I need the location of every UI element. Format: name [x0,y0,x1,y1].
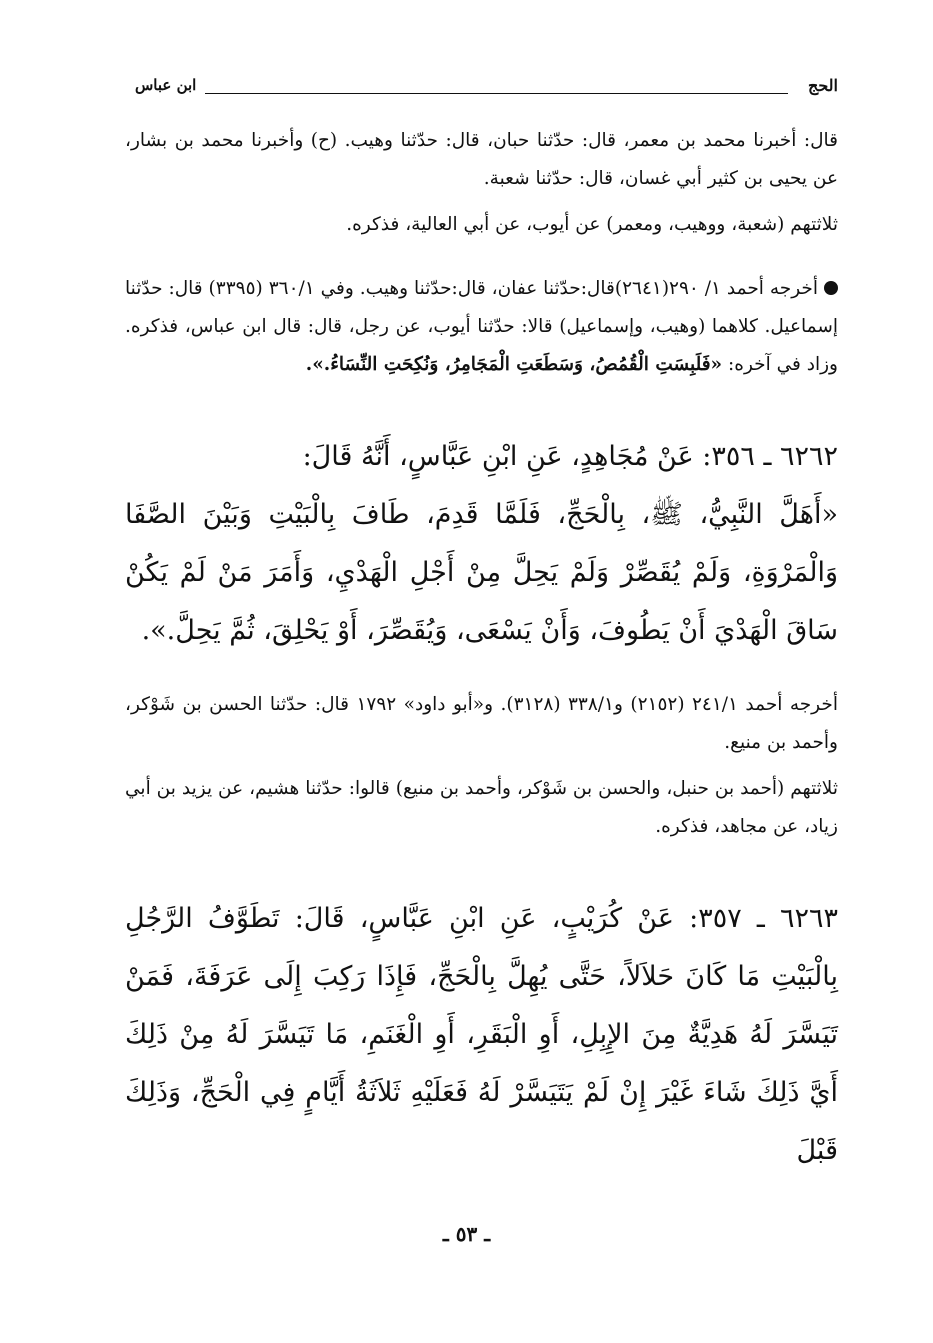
header-chapter: الحج [808,76,838,95]
hadith-heading: ٦٢٦٢ ـ ٣٥٦: عَنْ مُجَاهِدٍ، عَنِ ابْنِ عَبَّاسٍ، أَنَّهُ قَالَ: [302,441,838,472]
bullet-icon [824,281,838,295]
isnad-paragraph: ثلاثتهم (أحمد بن حنبل، والحسن بن شَوْكر، وأحمد بن منيع) قالوا: حدّثنا هشيم، عن يزيد بن أبي زياد، عن مجاهد، فذكره. [125,778,838,837]
header-rule [205,93,788,94]
page-body [125,122,838,1180]
takhrij-paragraph [125,270,838,384]
isnad-paragraph: ثلاثتهم (شعبة، ووهيب، ومعمر) عن أيوب، عن أبي العالية، فذكره. [346,214,838,235]
header-narrator: ابن عباس [135,76,197,94]
hadith-text: ٦٢٦٣ ـ ٣٥٧: عَنْ كُرَيْبٍ، عَنِ ابْنِ عَبَّاسٍ، قَالَ: تَطَوَّفُ الرَّجُلِ بِالْبَيْتِ مَا كَانَ حَلاَلاً، حَتَّى يُهِلَّ بِالْحَجِّ، فَإِذَا رَكِبَ إِلَى عَرَفَةَ، فَمَنْ تَيَسَّرَ لَهُ هَدِيَّةٌ مِنَ الإِبِلِ، أَوِ الْبَقَرِ، أَوِ الْغَنَمِ، مَا تَيَسَّرَ لَهُ مِنْ ذَلِكَ أَيَّ ذَلِكَ شَاءَ غَيْرَ إِنْ لَمْ يَتَيَسَّرْ لَهُ فَعَلَيْهِ ثَلاَثَةُ أَيَّامٍ فِي الْحَجِّ، وَذَلِكَ قَبْلَ [125,903,839,1166]
page-number: ـ ٥٣ ـ [442,1222,491,1246]
takhrij-text: أخرجه أحمد ١/ ٢٩٠(٢٦٤١)قال:حدّثنا عفان، قال:حدّثنا وهيب. وفي ٣٦٠/١ (٣٣٩٥) قال: حدّثنا إسماعيل. كلاهما (وهيب، وإسماعيل) قالا: حدّثنا أيوب، عن رجل، قال: قال ابن عباس، فذكره. وزاد في آخره: [125,278,838,375]
takhrij-paragraph: أخرجه أحمد ٢٤١/١ (٢١٥٢) و٣٣٨/١ (٣١٢٨). و«أبو داود» ١٧٩٢ قال: حدّثنا الحسن بن شَوْكر، وأحمد بن منيع. [125,694,838,753]
hadith-text: «أَهَلَّ النَّبِيُّ، ﷺ، بِالْحَجِّ، فَلَمَّا قَدِمَ، طَافَ بِالْبَيْتِ وَبَيْنَ الصَّفَا وَالْمَرْوَةِ، وَلَمْ يُقَصِّرْ وَلَمْ يَحِلَّ مِنْ أَجْلِ الْهَدْيِ، وَأَمَرَ مَنْ لَمْ يَكُنْ سَاقَ الْهَدْيَ أَنْ يَطُوفَ، وَأَنْ يَسْعَى، وَيُقَصِّرَ، أَوْ يَحْلِقَ، ثُمَّ يَحِلَّ.». [125,499,838,646]
takhrij-addition: «فَلَبِسَتِ الْقُمُصُ، وَسَطَعَتِ الْمَجَامِرُ، وَنُكِحَتِ النِّسَاءُ.». [305,354,723,375]
running-header [135,76,838,102]
isnad-paragraph: قال: أخبرنا محمد بن معمر، قال: حدّثنا حبان، قال: حدّثنا وهيب. (ح) وأخبرنا محمد بن بشار، عن يحيى بن كثير أبي غسان، قال: حدّثنا شعبة. [125,130,838,189]
